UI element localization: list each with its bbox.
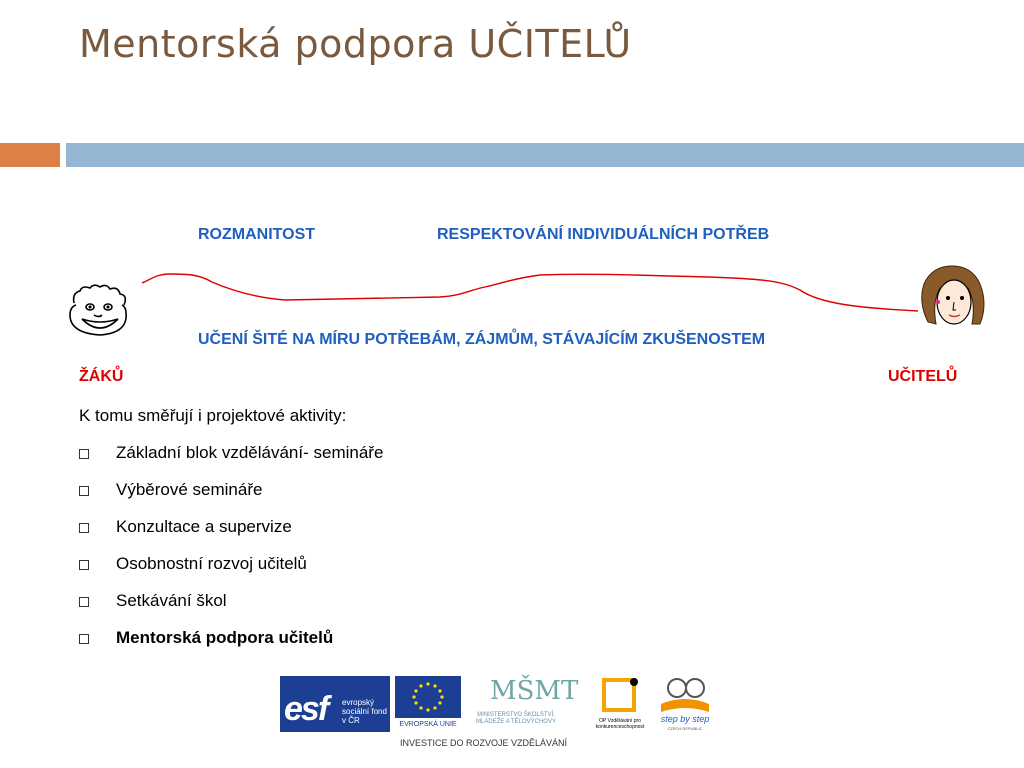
list-item-label: Mentorská podpora učitelů xyxy=(116,628,334,647)
girl-face-icon xyxy=(910,262,995,334)
label-respektovani: RESPEKTOVÁNÍ INDIVIDUÁLNÍCH POTŘEB xyxy=(437,226,770,243)
step-by-step-sub: CZECH REPUBLIC xyxy=(667,726,703,731)
esf-logo-mark: esf xyxy=(284,690,328,728)
msmt-logo xyxy=(466,674,579,734)
footer-investice: INVESTICE DO ROZVOJE VZDĚLÁVÁNÍ xyxy=(400,738,568,748)
checkbox-bullet-icon xyxy=(79,523,89,533)
checkbox-bullet-icon xyxy=(79,449,89,459)
op-logo xyxy=(590,676,650,734)
list-item-label: Setkávání škol xyxy=(116,591,227,610)
logo-strip xyxy=(280,672,720,756)
checkbox-bullet-icon xyxy=(79,486,89,496)
checkbox-bullet-icon xyxy=(79,560,89,570)
esf-logo-text: evropský sociální fond v ČR xyxy=(342,698,387,725)
accent-bar-orange xyxy=(0,143,60,167)
step-by-step-logo xyxy=(655,674,715,734)
list-item-label: Výběrové semináře xyxy=(116,480,263,499)
esf-logo xyxy=(280,676,390,732)
boy-face-icon xyxy=(64,283,136,341)
intro-text: K tomu směřují i projektové aktivity: xyxy=(79,406,347,425)
slide-title: Mentorská podpora UČITELŮ xyxy=(79,22,632,66)
list-item-label: Základní blok vzdělávání- semináře xyxy=(116,443,384,462)
wavy-red-line xyxy=(140,268,920,318)
label-rozmanitost: ROZMANITOST xyxy=(198,226,316,243)
eu-stars-icon xyxy=(395,676,461,718)
eu-logo xyxy=(395,676,461,732)
label-zaku: ŽÁKŮ xyxy=(79,368,124,385)
step-by-step-label: step by step xyxy=(660,714,710,724)
msmt-logo-label: MINISTERSTVO ŠKOLSTVÍ, MLÁDEŽE A TĚLOVÝCHOVY xyxy=(476,712,556,725)
eu-logo-label: EVROPSKÁ UNIE xyxy=(399,721,457,728)
accent-bar-blue xyxy=(66,143,1024,167)
step-by-step-icon xyxy=(655,674,715,718)
list-item-label: Konzultace a supervize xyxy=(116,517,292,536)
list-item-label: Osobnostní rozvoj učitelů xyxy=(116,554,307,573)
checkbox-bullet-icon xyxy=(79,597,89,607)
op-logo-icon xyxy=(590,676,650,716)
eu-flag xyxy=(395,676,461,718)
msmt-logo-mark: MŠMT xyxy=(490,676,579,706)
label-ucitelu: UČITELŮ xyxy=(888,368,958,385)
checkbox-bullet-icon xyxy=(79,634,89,644)
op-logo-label: OP Vzdělávání pro konkurenceschopnost xyxy=(595,718,645,730)
label-uceni: UČENÍ ŠITÉ NA MÍRU POTŘEBÁM, ZÁJMŮM, STÁVAJÍCÍM ZKUŠENOSTEM xyxy=(198,331,766,348)
